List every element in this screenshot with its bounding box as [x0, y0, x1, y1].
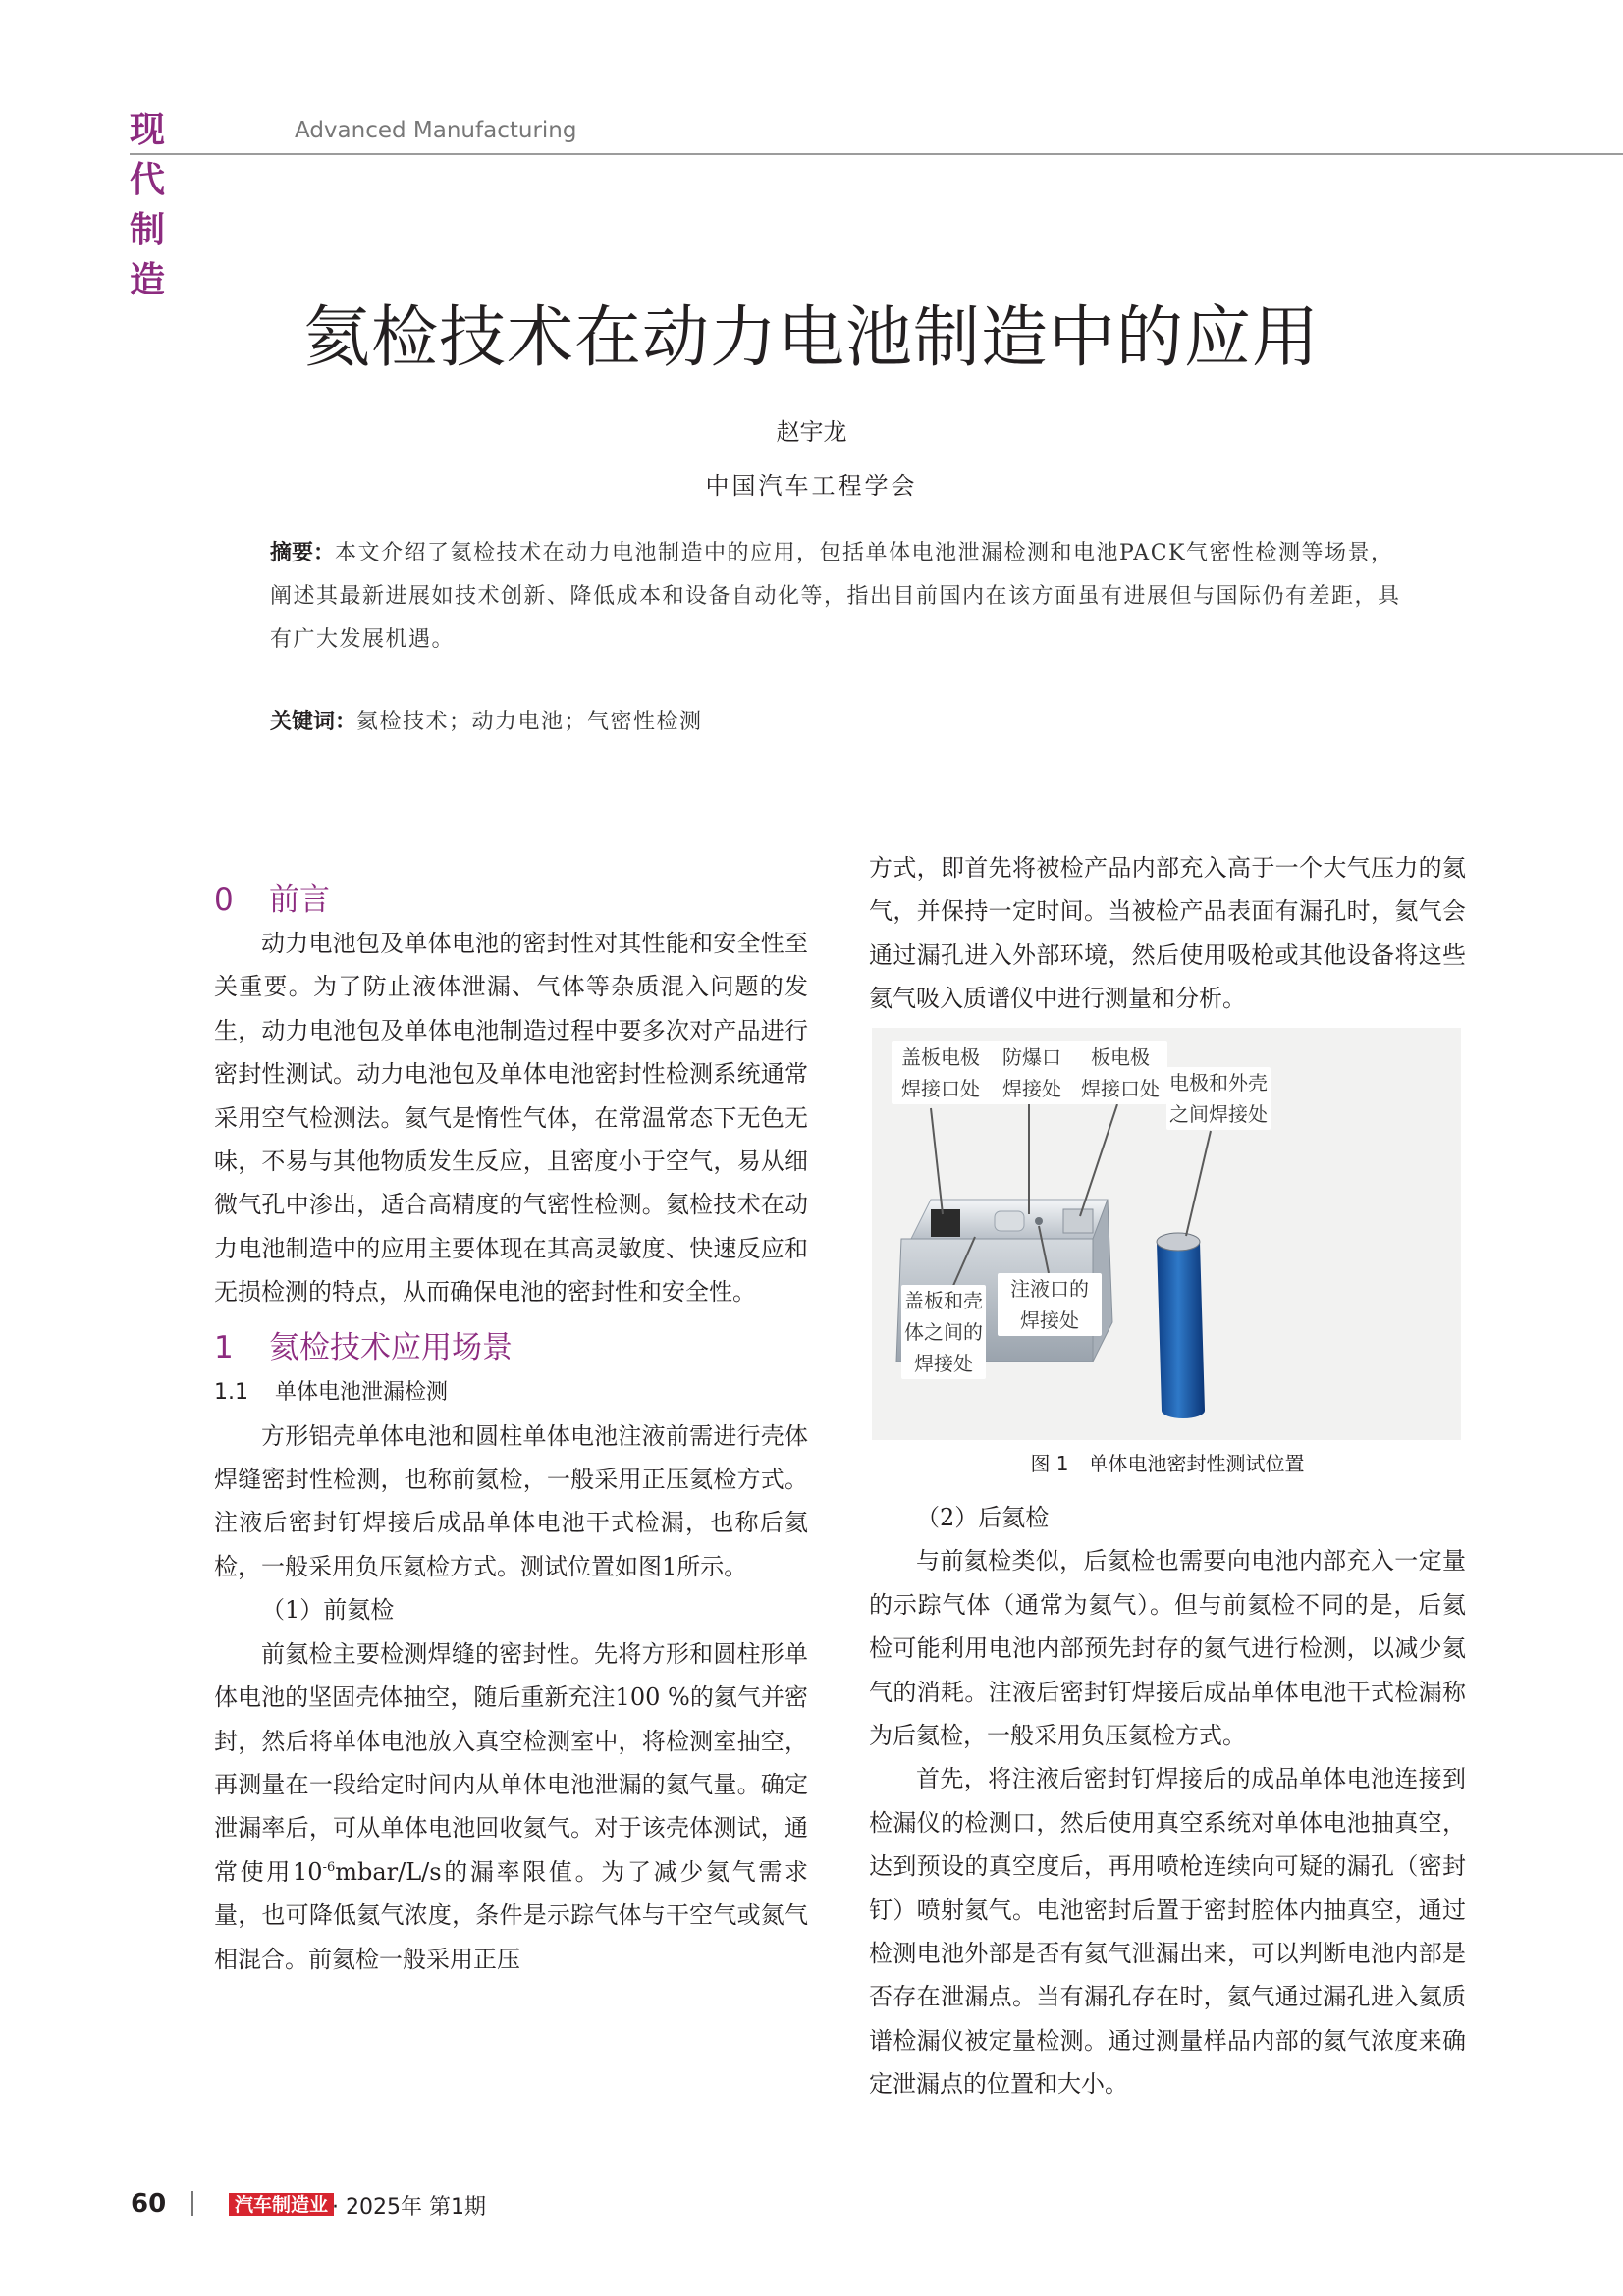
label-line: 之间焊接处: [1169, 1102, 1268, 1126]
subheading-pre-check: （1）前氦检: [261, 1596, 395, 1625]
abstract: [270, 532, 1414, 662]
cylindrical-cell: [1157, 1233, 1205, 1418]
journal-logo: 汽车制造业: [229, 2193, 334, 2216]
footer-divider: [191, 2191, 193, 2216]
label-electrode-shell-weld: [1166, 1067, 1271, 1130]
figure-1: [872, 1028, 1461, 1440]
keywords-label: 关键词：: [270, 710, 357, 734]
section-number: 0: [214, 882, 234, 918]
author-affiliation: 中国汽车工程学会: [705, 472, 918, 500]
figure-caption: 图 1 单体电池密封性测试位置: [1030, 1452, 1305, 1475]
section-number: 1: [214, 1329, 234, 1365]
label-line: 焊接处: [1002, 1077, 1061, 1100]
paragraph: 方形铝壳单体电池和圆柱单体电池注液前需进行壳体焊缝密封性检测，也称前氦检，一般采用正压氦检方式。注液后密封钉焊接后成品单体电池干式检漏，也称后氦检，一般采用负压氦检方式。测试位置如图1所示。: [214, 1421, 808, 1580]
label-line: 盖板和壳: [904, 1289, 983, 1312]
paragraph: 与前氦检类似，后氦检也需要向电池内部充入一定量的示踪气体（通常为氦气）。但与前氦检不同的是，后氦检可能利用电池内部预先封存的氦气进行检测，以减少氦气的消耗。注液后密封钉焊接后成品单体电池干式检漏称为后氦检，一般采用负压氦检方式。: [869, 1547, 1466, 1750]
paragraph: 动力电池包及单体电池的密封性对其性能和安全性至关重要。为了防止液体泄漏、气体等杂质混入问题的发生，动力电池包及单体电池制造过程中要多次对产品进行密封性测试。动力电池包及单体电池密封性检测系统通常采用空气检测法。氦气是惰性气体，在常温常态下无色无味，不易与其他物质发生反应，且密度小于空气，易从细微气孔中渗出，适合高精度的气密性检测。氦检技术在动力电池制造中的应用主要体现在其高灵敏度、快速反应和无损检测的特点，从而确保电池的密封性和安全性。: [214, 930, 808, 1307]
label-line: 防爆口: [1002, 1045, 1061, 1069]
page-number: 60: [131, 2189, 167, 2218]
section-title: 前言: [269, 882, 330, 918]
paragraph: [214, 1632, 808, 1981]
label-line: 焊接口处: [901, 1077, 980, 1100]
abstract-text: 本文介绍了氦检技术在动力电池制造中的应用，包括单体电池泄漏检测和电池PACK气密性检测等场景，阐述其最新进展如技术创新、降低成本和设备自动化等，指出目前国内在该方面虽有进展但与国际仍有差距，具有广大发展机遇。: [270, 541, 1401, 652]
subsection-heading-1-1: [214, 1371, 808, 1415]
abstract-label: 摘要：: [270, 541, 336, 565]
text-run: 前氦检主要检测焊缝的密封性。先将方形和圆柱形单体电池的坚固壳体抽空，随后重新充注100 %的氦气并密封，然后将单体电池放入真空检测室中，将检测室抽空，再测量在一段给定时间内从单体电池泄漏的氦气量。确定泄漏率后，可从单体电池回收氦气。对于该壳体测试，通常使用10: [214, 1639, 808, 1886]
label-line: 注液口的: [1010, 1277, 1089, 1301]
label-line: 盖板电极: [901, 1045, 980, 1069]
label-line: 焊接口处: [1081, 1077, 1160, 1100]
left-column: [214, 879, 808, 1981]
label-line: 电极和外壳: [1169, 1071, 1268, 1095]
label-cover-pole-weld: [892, 1041, 990, 1104]
label-cover-shell-weld: [901, 1285, 986, 1379]
paragraph: 首先，将注液后密封钉焊接后的成品单体电池连接到检漏仪的检测口，然后使用真空系统对单体电池抽真空，达到预设的真空度后，再用喷枪连续向可疑的漏孔（密封钉）喷射氦气。电池密封后置于密封腔体内抽真空，通过检测电池外部是否有氦气泄漏出来，可以判断电池内部是否存在泄漏点。当有漏孔存在时，氦气通过漏孔进入氦质谱检漏仪被定量检测。通过测量样品内部的氦气浓度来确定泄漏点的位置和大小。: [869, 1765, 1466, 2099]
right-column-top: [869, 846, 1466, 1021]
label-line: 体之间的: [904, 1320, 983, 1344]
author-name: 赵宇龙: [776, 418, 847, 446]
section-title: 氦检技术应用场景: [269, 1329, 513, 1365]
section-heading-1: [214, 1326, 808, 1369]
label-vent-weld: [985, 1041, 1079, 1104]
keywords: [270, 703, 1414, 742]
superscript: -6: [322, 1859, 336, 1875]
label-fill-port-weld: [998, 1273, 1102, 1336]
label-plate-pole-weld: [1073, 1041, 1167, 1104]
subsection-title: 单体电池泄漏检测: [275, 1379, 449, 1405]
header-divider: [130, 153, 1623, 155]
subsection-number: 1.1: [214, 1379, 248, 1405]
issue-info: · 2025年 第1期: [332, 2195, 486, 2219]
right-column-bottom: [869, 1496, 1466, 2107]
section-name-cn: 现代制造: [130, 110, 168, 300]
label-line: 焊接处: [914, 1352, 973, 1375]
subheading-post-check: （2）后氦检: [916, 1504, 1050, 1531]
keywords-text: 氦检技术；动力电池；气密性检测: [356, 710, 703, 734]
label-line: 焊接处: [1020, 1308, 1079, 1332]
text-run: mbar/L/s的漏率限值。为了减少氦气需求量，也可降低氦气浓度，条件是示踪气体与干空气或氮气相混合。前氦检一般采用正压: [214, 1857, 808, 1973]
paragraph: 方式，即首先将被检产品内部充入高于一个大气压力的氦气，并保持一定时间。当被检产品表面有漏孔时，氦气会通过漏孔进入外部环境，然后使用吸枪或其他设备将这些氦气吸入质谱仪中进行测量和分析。: [869, 854, 1466, 1013]
section-name-en: Advanced Manufacturing: [295, 118, 577, 143]
article-title: 氦检技术在动力电池制造中的应用: [302, 299, 1320, 377]
section-heading-0: [214, 879, 808, 922]
label-line: 板电极: [1091, 1045, 1150, 1069]
